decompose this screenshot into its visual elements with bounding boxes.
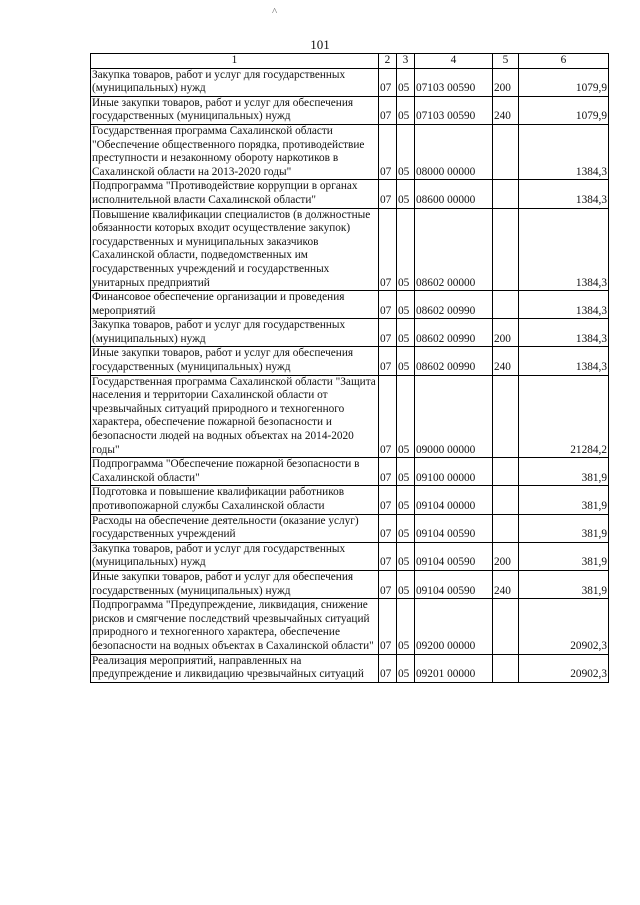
row-name: Иные закупки товаров, работ и услуг для обеспечения государственных (муниципальных) нужд bbox=[91, 570, 379, 598]
table-row bbox=[91, 514, 609, 542]
row-amount: 381,9 bbox=[519, 514, 609, 542]
row-section: 07 bbox=[379, 68, 397, 96]
budget-table bbox=[90, 53, 609, 683]
row-expense-type: 200 bbox=[493, 68, 519, 96]
row-expense-type bbox=[493, 514, 519, 542]
row-subsection: 05 bbox=[397, 291, 415, 319]
row-amount: 1079,9 bbox=[519, 96, 609, 124]
header-col-5: 5 bbox=[493, 54, 519, 69]
row-subsection: 05 bbox=[397, 599, 415, 654]
row-amount: 20902,3 bbox=[519, 599, 609, 654]
row-section: 07 bbox=[379, 375, 397, 458]
table-row bbox=[91, 654, 609, 682]
row-name: Закупка товаров, работ и услуг для государственных (муниципальных) нужд bbox=[91, 319, 379, 347]
header-row bbox=[91, 54, 609, 69]
table-row bbox=[91, 486, 609, 514]
row-section: 07 bbox=[379, 347, 397, 375]
row-section: 07 bbox=[379, 599, 397, 654]
row-name: Иные закупки товаров, работ и услуг для обеспечения государственных (муниципальных) нужд bbox=[91, 347, 379, 375]
row-amount: 1384,3 bbox=[519, 347, 609, 375]
row-subsection: 05 bbox=[397, 96, 415, 124]
row-target-article: 08602 00990 bbox=[415, 319, 493, 347]
row-subsection: 05 bbox=[397, 319, 415, 347]
row-subsection: 05 bbox=[397, 208, 415, 291]
row-name: Подпрограмма "Предупреждение, ликвидация, снижение рисков и смягчение последствий чрезвычайных ситуаций природного и техногенного характера, обеспечение безопасности на водных объектах в Сахалинской области" bbox=[91, 599, 379, 654]
table-row bbox=[91, 68, 609, 96]
row-target-article: 09100 00000 bbox=[415, 458, 493, 486]
row-subsection: 05 bbox=[397, 375, 415, 458]
row-section: 07 bbox=[379, 124, 397, 179]
row-subsection: 05 bbox=[397, 124, 415, 179]
row-name: Подготовка и повышение квалификации работников противопожарной службы Сахалинской области bbox=[91, 486, 379, 514]
row-expense-type bbox=[493, 486, 519, 514]
page-number: 101 bbox=[310, 37, 330, 52]
row-expense-type bbox=[493, 654, 519, 682]
row-section: 07 bbox=[379, 514, 397, 542]
row-amount: 381,9 bbox=[519, 542, 609, 570]
row-subsection: 05 bbox=[397, 654, 415, 682]
row-expense-type: 240 bbox=[493, 96, 519, 124]
header-col-6: 6 bbox=[519, 54, 609, 69]
row-section: 07 bbox=[379, 291, 397, 319]
row-name: Иные закупки товаров, работ и услуг для обеспечения государственных (муниципальных) нужд bbox=[91, 96, 379, 124]
row-target-article: 07103 00590 bbox=[415, 68, 493, 96]
row-amount: 1384,3 bbox=[519, 124, 609, 179]
row-section: 07 bbox=[379, 96, 397, 124]
row-amount: 381,9 bbox=[519, 458, 609, 486]
table-row bbox=[91, 458, 609, 486]
table-row bbox=[91, 347, 609, 375]
row-name: Реализация мероприятий, направленных на предупреждение и ликвидацию чрезвычайных ситуаций bbox=[91, 654, 379, 682]
row-target-article: 08602 00990 bbox=[415, 347, 493, 375]
row-target-article: 08600 00000 bbox=[415, 180, 493, 208]
table-body bbox=[91, 68, 609, 682]
table-row bbox=[91, 208, 609, 291]
row-amount: 1384,3 bbox=[519, 319, 609, 347]
row-expense-type bbox=[493, 458, 519, 486]
row-name: Финансовое обеспечение организации и проведения мероприятий bbox=[91, 291, 379, 319]
row-amount: 1079,9 bbox=[519, 68, 609, 96]
row-subsection: 05 bbox=[397, 542, 415, 570]
header-col-2: 2 bbox=[379, 54, 397, 69]
row-name: Расходы на обеспечение деятельности (оказание услуг) государственных учреждений bbox=[91, 514, 379, 542]
row-expense-type: 200 bbox=[493, 542, 519, 570]
row-target-article: 08000 00000 bbox=[415, 124, 493, 179]
row-subsection: 05 bbox=[397, 68, 415, 96]
row-section: 07 bbox=[379, 180, 397, 208]
row-amount: 20902,3 bbox=[519, 654, 609, 682]
row-target-article: 08602 00990 bbox=[415, 291, 493, 319]
row-name: Закупка товаров, работ и услуг для государственных (муниципальных) нужд bbox=[91, 68, 379, 96]
row-expense-type bbox=[493, 375, 519, 458]
row-section: 07 bbox=[379, 654, 397, 682]
row-subsection: 05 bbox=[397, 180, 415, 208]
table-row bbox=[91, 542, 609, 570]
row-subsection: 05 bbox=[397, 570, 415, 598]
row-name: Повышение квалификации специалистов (в должностные обязанности которых входит осуществление закупок) государственных и муниципальных заказчиков Сахалинской области, подведомственных им государственных учреждений и государственных унитарных предприятий bbox=[91, 208, 379, 291]
row-expense-type: 240 bbox=[493, 570, 519, 598]
header-col-4: 4 bbox=[415, 54, 493, 69]
row-section: 07 bbox=[379, 208, 397, 291]
row-name: Государственная программа Сахалинской области "Защита населения и территории Сахалинской области от чрезвычайных ситуаций природного и техногенного характера, обеспечение пожарной безопасности и безопасности людей на водных объектах на 2014-2020 годы" bbox=[91, 375, 379, 458]
table-row bbox=[91, 96, 609, 124]
row-name: Подпрограмма "Обеспечение пожарной безопасности в Сахалинской области" bbox=[91, 458, 379, 486]
row-section: 07 bbox=[379, 486, 397, 514]
table-row bbox=[91, 291, 609, 319]
table-row bbox=[91, 570, 609, 598]
row-section: 07 bbox=[379, 570, 397, 598]
row-target-article: 09200 00000 bbox=[415, 599, 493, 654]
header-col-3: 3 bbox=[397, 54, 415, 69]
row-expense-type bbox=[493, 208, 519, 291]
row-subsection: 05 bbox=[397, 458, 415, 486]
row-expense-type bbox=[493, 124, 519, 179]
scan-mark: ^ bbox=[272, 6, 278, 18]
table-row bbox=[91, 124, 609, 179]
row-expense-type bbox=[493, 180, 519, 208]
table-row bbox=[91, 319, 609, 347]
row-target-article: 09104 00590 bbox=[415, 542, 493, 570]
row-target-article: 09201 00000 bbox=[415, 654, 493, 682]
table-header bbox=[91, 54, 609, 69]
row-amount: 1384,3 bbox=[519, 180, 609, 208]
row-name: Закупка товаров, работ и услуг для государственных (муниципальных) нужд bbox=[91, 542, 379, 570]
table-row bbox=[91, 180, 609, 208]
row-target-article: 09104 00590 bbox=[415, 570, 493, 598]
row-amount: 21284,2 bbox=[519, 375, 609, 458]
row-amount: 381,9 bbox=[519, 570, 609, 598]
row-expense-type: 240 bbox=[493, 347, 519, 375]
row-expense-type bbox=[493, 599, 519, 654]
row-subsection: 05 bbox=[397, 514, 415, 542]
row-target-article: 09104 00000 bbox=[415, 486, 493, 514]
row-target-article: 08602 00000 bbox=[415, 208, 493, 291]
header-col-1: 1 bbox=[91, 54, 379, 69]
row-section: 07 bbox=[379, 319, 397, 347]
row-target-article: 09000 00000 bbox=[415, 375, 493, 458]
row-amount: 381,9 bbox=[519, 486, 609, 514]
row-section: 07 bbox=[379, 458, 397, 486]
row-target-article: 09104 00590 bbox=[415, 514, 493, 542]
row-expense-type bbox=[493, 291, 519, 319]
row-target-article: 07103 00590 bbox=[415, 96, 493, 124]
row-amount: 1384,3 bbox=[519, 291, 609, 319]
row-name: Подпрограмма "Противодействие коррупции в органах исполнительной власти Сахалинской области" bbox=[91, 180, 379, 208]
row-subsection: 05 bbox=[397, 486, 415, 514]
table-row bbox=[91, 375, 609, 458]
row-subsection: 05 bbox=[397, 347, 415, 375]
row-amount: 1384,3 bbox=[519, 208, 609, 291]
row-section: 07 bbox=[379, 542, 397, 570]
table-row bbox=[91, 599, 609, 654]
row-name: Государственная программа Сахалинской области "Обеспечение общественного порядка, противодействие преступности и незаконному обороту наркотиков в Сахалинской области на 2013-2020 годы" bbox=[91, 124, 379, 179]
row-expense-type: 200 bbox=[493, 319, 519, 347]
